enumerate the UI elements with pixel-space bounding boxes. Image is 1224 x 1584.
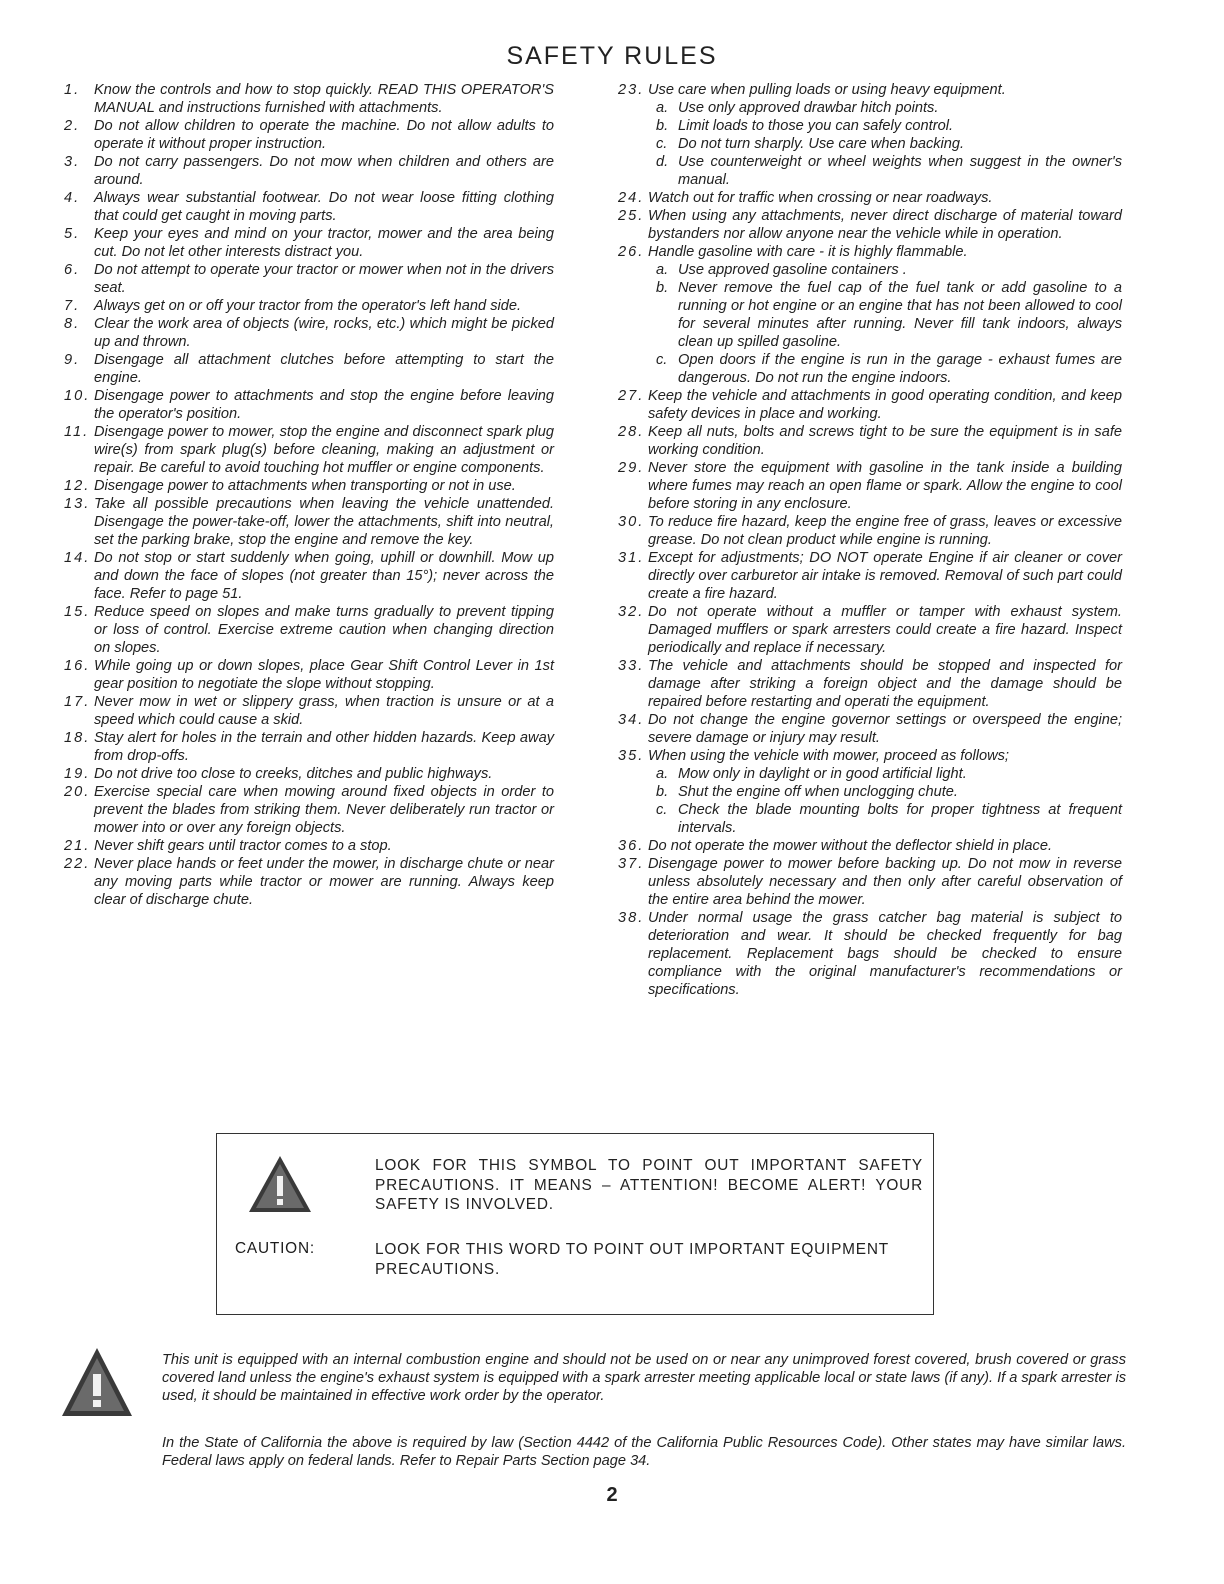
rule-body bbox=[648, 837, 1122, 855]
subitem-letter: b. bbox=[656, 280, 669, 296]
rule-body bbox=[94, 477, 554, 495]
rule-subitem bbox=[648, 279, 1122, 351]
rule-text: Disengage all attachment clutches before attempting to start the engine. bbox=[94, 352, 554, 386]
rule-number: 1. bbox=[64, 82, 81, 98]
safety-rule bbox=[618, 513, 1122, 549]
rule-number: 34. bbox=[618, 712, 645, 728]
rule-subitem bbox=[648, 261, 1122, 279]
safety-rule bbox=[618, 909, 1122, 999]
subitem-text: Mow only in daylight or in good artificial light. bbox=[678, 766, 967, 782]
rule-body bbox=[94, 387, 554, 423]
safety-rule bbox=[618, 747, 1122, 837]
right-rules-column bbox=[618, 81, 1122, 999]
rule-number: 19. bbox=[64, 766, 91, 782]
rule-body bbox=[648, 189, 1122, 207]
rule-body bbox=[648, 747, 1122, 837]
rule-subitem bbox=[648, 135, 1122, 153]
rule-text: Know the controls and how to stop quickly. READ THIS OPERATOR'S MANUAL and instructions furnished with attachments. bbox=[94, 82, 554, 116]
rule-subitem bbox=[648, 783, 1122, 801]
rule-number: 23. bbox=[618, 82, 645, 98]
safety-rule bbox=[618, 387, 1122, 423]
symbol-explanation: LOOK FOR THIS SYMBOL TO POINT OUT IMPORTANT SAFETY PRECAUTIONS. IT MEANS – ATTENTION! BECOME ALERT! YOUR SAFETY IS INVOLVED. bbox=[375, 1157, 923, 1213]
safety-rule bbox=[64, 837, 554, 855]
rule-text: Do not operate the mower without the deflector shield in place. bbox=[648, 838, 1052, 854]
rule-text: While going up or down slopes, place Gear Shift Control Lever in 1st gear position to negotiate the slope without stopping. bbox=[94, 658, 554, 692]
rule-number: 27. bbox=[618, 388, 645, 404]
rule-number: 12. bbox=[64, 478, 91, 494]
rule-number: 33. bbox=[618, 658, 645, 674]
safety-rule bbox=[64, 315, 554, 351]
safety-rule bbox=[64, 351, 554, 387]
rule-body bbox=[94, 153, 554, 189]
rule-body bbox=[648, 711, 1122, 747]
rule-body bbox=[648, 387, 1122, 423]
rule-subitem bbox=[648, 765, 1122, 783]
subitem-text: Check the blade mounting bolts for proper tightness at frequent intervals. bbox=[678, 802, 1122, 836]
rule-body bbox=[648, 513, 1122, 549]
rule-text: Take all possible precautions when leaving the vehicle unattended. Disengage the power-take-off, lower the attachments, shift into neutral, set the parking brake, stop the engine and remove the key. bbox=[94, 496, 554, 548]
safety-rule bbox=[64, 225, 554, 261]
safety-rule bbox=[64, 855, 554, 909]
rule-text: Do not drive too close to creeks, ditches and public highways. bbox=[94, 766, 493, 782]
rule-text: Never place hands or feet under the mower, in discharge chute or near any moving parts while tractor or mower are running. Always keep clear of discharge chute. bbox=[94, 856, 554, 908]
rule-body bbox=[94, 423, 554, 477]
warning-triangle-icon bbox=[247, 1154, 313, 1214]
rule-text: Do not stop or start suddenly when going, uphill or downhill. Mow up and down the face of slopes (not greater than 15°); never across the face. Refer to page 51. bbox=[94, 550, 554, 602]
rule-text: Never shift gears until tractor comes to a stop. bbox=[94, 838, 392, 854]
rule-text: Use care when pulling loads or using heavy equipment. bbox=[648, 82, 1006, 98]
rule-text: When using the vehicle with mower, proceed as follows; bbox=[648, 748, 1009, 764]
rule-text: To reduce fire hazard, keep the engine free of grass, leaves or excessive grease. Do not clean product while engine is running. bbox=[648, 514, 1122, 548]
subitem-text: Never remove the fuel cap of the fuel tank or add gasoline to a running or hot engine or an engine that has not been allowed to cool for several minutes after running. Never fill tank indoors, always clean up spilled gasoline. bbox=[678, 280, 1122, 350]
rule-number: 4. bbox=[64, 190, 81, 206]
spark-arrester-notice: This unit is equipped with an internal combustion engine and should not be used on or near any unimproved forest covered, brush covered or grass covered land unless the engine's exhaust system is equipped with a spark arrester meeting applicable local or state laws (if any). If a spark arrester is used, it should be maintained in effective work order by the operator. bbox=[162, 1352, 1127, 1404]
safety-rule bbox=[64, 423, 554, 477]
rule-text: Disengage power to mower before backing up. Do not mow in reverse unless absolutely necessary and then only after careful observation of the entire area behind the mower. bbox=[648, 856, 1122, 908]
rule-text: Do not allow children to operate the machine. Do not allow adults to operate it without proper instruction. bbox=[94, 118, 554, 152]
subitem-text: Shut the engine off when unclogging chute. bbox=[678, 784, 958, 800]
rule-text: Do not change the engine governor settings or overspeed the engine; severe damage or injury may result. bbox=[648, 712, 1122, 746]
rule-number: 30. bbox=[618, 514, 645, 530]
rule-text: Do not carry passengers. Do not mow when children and others are around. bbox=[94, 154, 554, 188]
rule-body bbox=[648, 81, 1122, 189]
safety-rule bbox=[618, 189, 1122, 207]
subitem-text: Limit loads to those you can safely control. bbox=[678, 118, 953, 134]
rule-subitem bbox=[648, 117, 1122, 135]
safety-rule bbox=[618, 549, 1122, 603]
safety-rule bbox=[618, 243, 1122, 387]
rule-text: The vehicle and attachments should be stopped and inspected for damage after striking a foreign object and the damage should be repaired before restarting and operati the equipment. bbox=[648, 658, 1122, 710]
rule-body bbox=[94, 837, 554, 855]
warning-triangle-icon bbox=[60, 1346, 134, 1418]
safety-rule bbox=[64, 81, 554, 117]
rule-number: 8. bbox=[64, 316, 81, 332]
safety-rule bbox=[618, 855, 1122, 909]
rule-body bbox=[648, 855, 1122, 909]
rule-text: Keep your eyes and mind on your tractor, mower and the area being cut. Do not let other interests distract you. bbox=[94, 226, 554, 260]
rule-number: 29. bbox=[618, 460, 645, 476]
rule-number: 35. bbox=[618, 748, 645, 764]
rule-text: Disengage power to attachments when transporting or not in use. bbox=[94, 478, 516, 494]
safety-rule bbox=[64, 603, 554, 657]
rule-body bbox=[648, 243, 1122, 387]
rule-number: 15. bbox=[64, 604, 91, 620]
rule-number: 28. bbox=[618, 424, 645, 440]
rule-text: Except for adjustments; DO NOT operate Engine if air cleaner or cover directly over carburetor air intake is removed. Removal of such part could create a fire hazard. bbox=[648, 550, 1122, 602]
rule-body bbox=[94, 81, 554, 117]
rule-number: 24. bbox=[618, 190, 645, 206]
rule-number: 10. bbox=[64, 388, 91, 404]
caution-explanation: LOOK FOR THIS WORD TO POINT OUT IMPORTANT EQUIPMENT PRECAUTIONS. bbox=[375, 1241, 889, 1278]
rule-number: 2. bbox=[64, 118, 81, 134]
rule-number: 7. bbox=[64, 298, 81, 314]
rule-number: 14. bbox=[64, 550, 91, 566]
rule-text: Exercise special care when mowing around fixed objects in order to prevent the blades from striking them. Never deliberately run tractor or mower into or over any foreign objects. bbox=[94, 784, 554, 836]
rule-body bbox=[94, 495, 554, 549]
rule-number: 22. bbox=[64, 856, 91, 872]
rule-body bbox=[648, 549, 1122, 603]
symbol-legend-box bbox=[216, 1133, 934, 1315]
subitem-text: Use only approved drawbar hitch points. bbox=[678, 100, 939, 116]
rule-subitem bbox=[648, 99, 1122, 117]
safety-rule bbox=[64, 693, 554, 729]
rule-number: 36. bbox=[618, 838, 645, 854]
rule-number: 13. bbox=[64, 496, 91, 512]
safety-rule bbox=[64, 729, 554, 765]
rule-number: 18. bbox=[64, 730, 91, 746]
rule-body bbox=[94, 117, 554, 153]
rule-subitem bbox=[648, 351, 1122, 387]
rule-body bbox=[94, 657, 554, 693]
rule-number: 31. bbox=[618, 550, 645, 566]
rule-subitem bbox=[648, 153, 1122, 189]
rule-body bbox=[648, 909, 1122, 999]
rule-text: When using any attachments, never direct discharge of material toward bystanders nor allow anyone near the vehicle while in operation. bbox=[648, 208, 1122, 242]
rule-text: Stay alert for holes in the terrain and other hidden hazards. Keep away from drop-offs. bbox=[94, 730, 554, 764]
rule-number: 11. bbox=[64, 424, 90, 440]
subitem-letter: d. bbox=[656, 154, 669, 170]
safety-rule bbox=[64, 153, 554, 189]
safety-rule bbox=[618, 423, 1122, 459]
rule-text: Always get on or off your tractor from the operator's left hand side. bbox=[94, 298, 522, 314]
safety-rule bbox=[618, 81, 1122, 189]
rule-text: Keep the vehicle and attachments in good operating condition, and keep safety devices in place and working. bbox=[648, 388, 1122, 422]
rule-number: 3. bbox=[64, 154, 81, 170]
rule-text: Handle gasoline with care - it is highly flammable. bbox=[648, 244, 968, 260]
safety-rule bbox=[618, 207, 1122, 243]
subitem-letter: c. bbox=[656, 136, 668, 152]
rule-body bbox=[94, 225, 554, 261]
safety-rule bbox=[64, 297, 554, 315]
rule-text: Never store the equipment with gasoline in the tank inside a building where fumes may reach an open flame or spark. Allow the engine to cool before storing in any enclosure. bbox=[648, 460, 1122, 512]
rule-text: Under normal usage the grass catcher bag material is subject to deterioration and wear. It should be checked frequently for bag replacement. Replacement bags should be checked to ensure compliance with the original manufacturer's recommendations or specifications. bbox=[648, 910, 1122, 998]
rule-body bbox=[94, 783, 554, 837]
rule-body bbox=[94, 315, 554, 351]
subitem-text: Open doors if the engine is run in the garage - exhaust fumes are dangerous. Do not run the engine indoors. bbox=[678, 352, 1122, 386]
safety-rule bbox=[618, 657, 1122, 711]
subitem-letter: a. bbox=[656, 262, 669, 278]
safety-rule bbox=[618, 459, 1122, 513]
subitem-letter: a. bbox=[656, 100, 669, 116]
safety-rule bbox=[64, 261, 554, 297]
subitem-text: Use counterweight or wheel weights when suggest in the owner's manual. bbox=[678, 154, 1122, 188]
rule-body bbox=[648, 459, 1122, 513]
subitem-text: Do not turn sharply. Use care when backing. bbox=[678, 136, 965, 152]
rule-body bbox=[94, 765, 554, 783]
rule-body bbox=[94, 351, 554, 387]
rule-number: 6. bbox=[64, 262, 81, 278]
rule-text: Always wear substantial footwear. Do not wear loose fitting clothing that could get caught in moving parts. bbox=[94, 190, 554, 224]
rule-number: 26. bbox=[618, 244, 645, 260]
safety-rule bbox=[64, 477, 554, 495]
safety-rule bbox=[618, 837, 1122, 855]
rule-number: 37. bbox=[618, 856, 645, 872]
rule-body bbox=[94, 189, 554, 225]
rule-body bbox=[94, 603, 554, 657]
subitem-letter: b. bbox=[656, 118, 669, 134]
rule-number: 25. bbox=[618, 208, 645, 224]
rule-subitem bbox=[648, 801, 1122, 837]
rule-number: 20. bbox=[64, 784, 91, 800]
rule-text: Disengage power to attachments and stop the engine before leaving the operator's position. bbox=[94, 388, 554, 422]
safety-rule bbox=[64, 387, 554, 423]
rule-text: Reduce speed on slopes and make turns gradually to prevent tipping or loss of control. Exercise extreme caution when changing direction on slopes. bbox=[94, 604, 554, 656]
page-number: 2 bbox=[606, 1484, 618, 1506]
safety-rule bbox=[64, 549, 554, 603]
rule-number: 21. bbox=[64, 838, 91, 854]
safety-rule bbox=[618, 603, 1122, 657]
rule-text: Keep all nuts, bolts and screws tight to be sure the equipment is in safe working condition. bbox=[648, 424, 1122, 458]
safety-rule bbox=[64, 765, 554, 783]
subitem-letter: c. bbox=[656, 802, 668, 818]
rule-body bbox=[94, 549, 554, 603]
safety-rule bbox=[64, 117, 554, 153]
rule-number: 17. bbox=[64, 694, 91, 710]
rule-body bbox=[648, 657, 1122, 711]
rule-body bbox=[94, 729, 554, 765]
subitem-letter: a. bbox=[656, 766, 669, 782]
rule-number: 5. bbox=[64, 226, 81, 242]
rule-number: 16. bbox=[64, 658, 91, 674]
rule-number: 9. bbox=[64, 352, 81, 368]
rule-body bbox=[648, 423, 1122, 459]
rule-body bbox=[94, 261, 554, 297]
rule-body bbox=[648, 603, 1122, 657]
safety-rule bbox=[64, 783, 554, 837]
rule-body bbox=[94, 855, 554, 909]
safety-rule bbox=[64, 495, 554, 549]
rule-body bbox=[94, 693, 554, 729]
subitem-letter: b. bbox=[656, 784, 669, 800]
rule-text: Do not operate without a muffler or tamper with exhaust system. Damaged mufflers or spark arresters could create a fire hazard. Inspect periodically and replace if necessary. bbox=[648, 604, 1122, 656]
rule-text: Disengage power to mower, stop the engine and disconnect spark plug wire(s) from spark plug(s) before cleaning, making an adjustment or repair. Be careful to avoid touching hot muffler or engine components. bbox=[94, 424, 554, 476]
rule-number: 38. bbox=[618, 910, 645, 926]
rule-text: Never mow in wet or slippery grass, when traction is unsure or at a speed which could cause a skid. bbox=[94, 694, 554, 728]
safety-rule bbox=[64, 189, 554, 225]
rule-body bbox=[648, 207, 1122, 243]
caution-label: CAUTION: bbox=[235, 1240, 315, 1257]
rule-body bbox=[94, 297, 554, 315]
rule-number: 32. bbox=[618, 604, 645, 620]
subitem-letter: c. bbox=[656, 352, 668, 368]
left-rules-column bbox=[64, 81, 554, 909]
page-title: SAFETY RULES bbox=[506, 42, 718, 70]
subitem-text: Use approved gasoline containers . bbox=[678, 262, 907, 278]
rule-text: Watch out for traffic when crossing or near roadways. bbox=[648, 190, 993, 206]
rule-text: Clear the work area of objects (wire, rocks, etc.) which might be picked up and thrown. bbox=[94, 316, 554, 350]
rule-text: Do not attempt to operate your tractor or mower when not in the drivers seat. bbox=[94, 262, 554, 296]
california-law-notice: In the State of California the above is required by law (Section 4442 of the California Public Resources Code). Other states may have similar laws. Federal laws apply on federal lands. Refer to Repair Parts Section page 34. bbox=[162, 1435, 1126, 1469]
safety-rule bbox=[618, 711, 1122, 747]
safety-rule bbox=[64, 657, 554, 693]
